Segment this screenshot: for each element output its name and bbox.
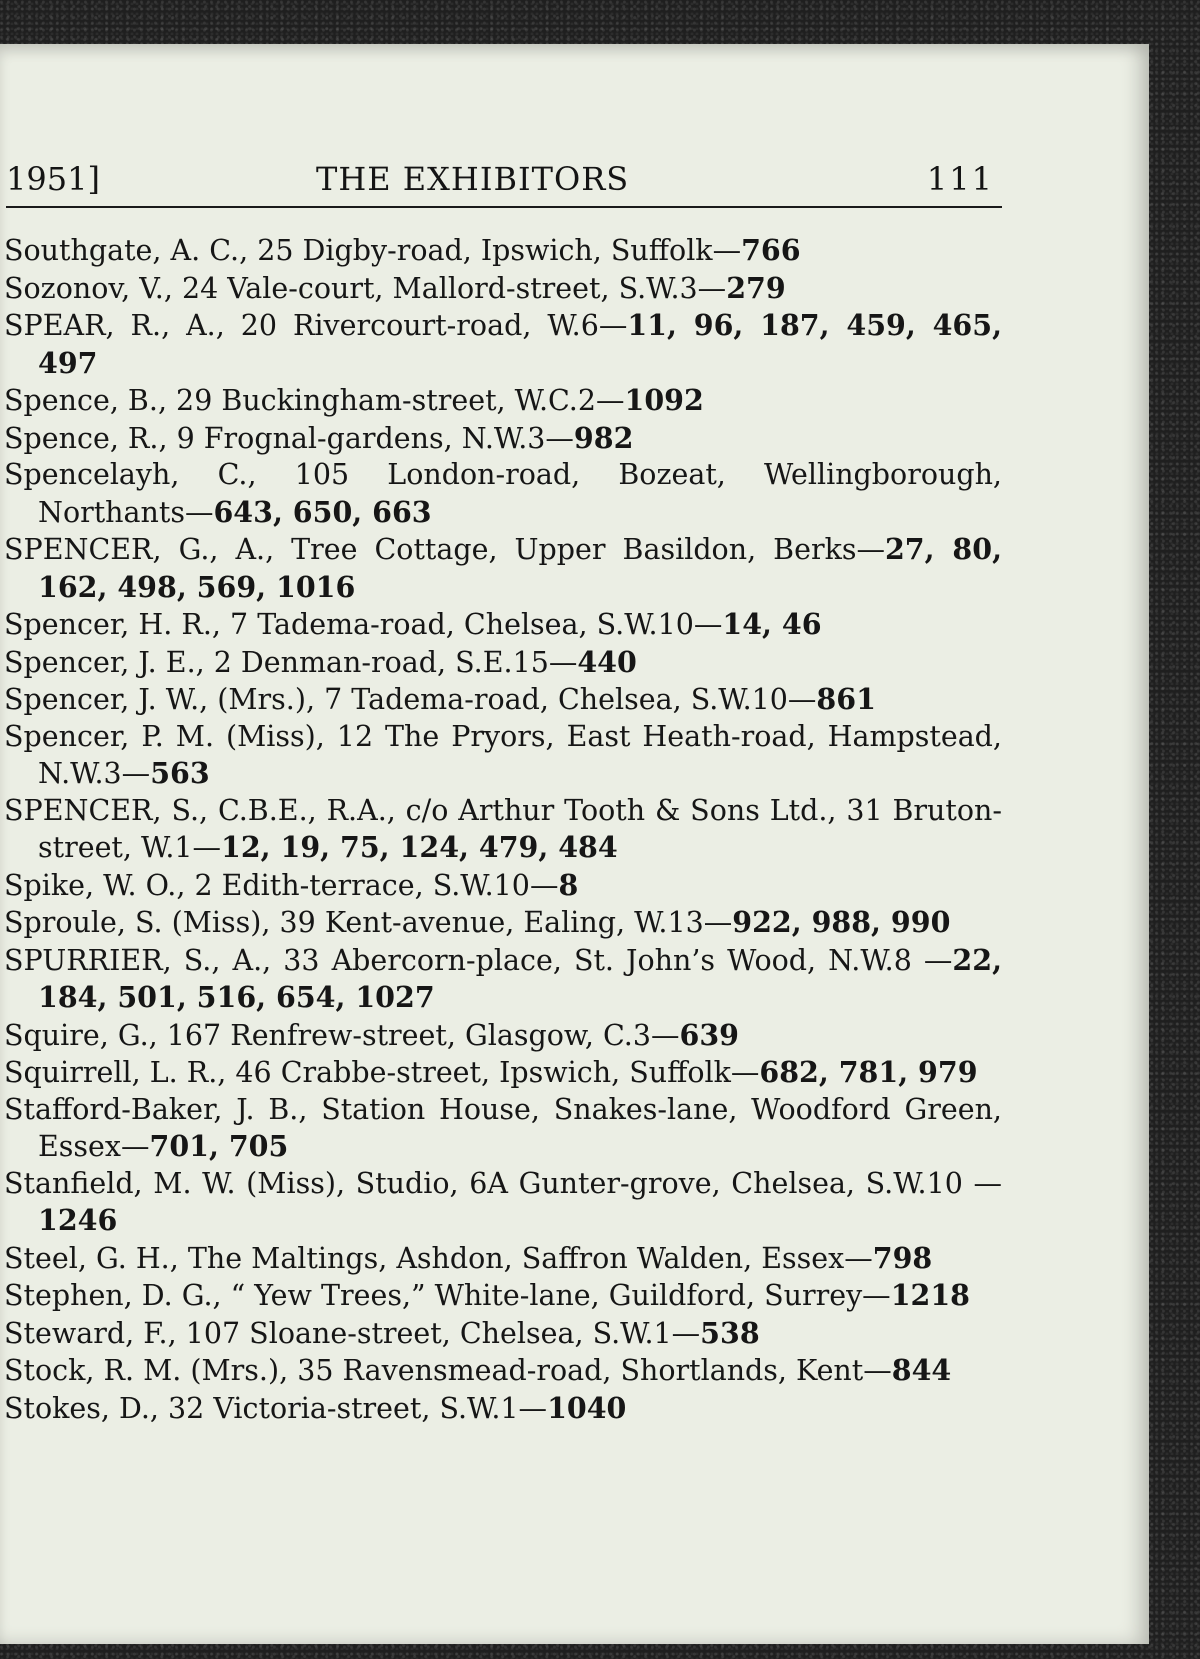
entry-catalogue-numbers: 682, 781, 979 [759,1055,978,1089]
entry-text: Spence, B., 29 Buckingham-street, W.C.2— [4,384,625,417]
entry-catalogue-numbers: 440 [577,644,637,679]
exhibitor-entry [4,420,1002,458]
entry-text: Spike, W. O., 2 Edith-terrace, S.W.10— [4,868,559,902]
exhibitor-entry [4,1054,1002,1092]
entry-text: Stock, R. M. (Mrs.), 35 Ravensmead-road, Shortlands, Kent— [4,1354,892,1387]
exhibitor-entry [4,457,1002,531]
entry-text: SPENCER, S., C.B.E., R.A., c/o Arthur Tooth & Sons Ltd., 31 Bruton-street, W.1— [4,793,1002,864]
entry-catalogue-numbers: 643, 650, 663 [213,494,432,529]
entry-catalogue-numbers: 922, 988, 990 [732,905,951,939]
entry-text: Southgate, A. C., 25 Digby-road, Ipswich, Suffolk— [4,234,742,267]
exhibitor-entry [4,270,1002,308]
entry-catalogue-numbers: 1092 [624,383,704,417]
entry-catalogue-numbers: 538 [700,1315,760,1350]
entry-text: SPURRIER, S., A., 33 Abercorn-place, St. John’s Wood, N.W.8 — [4,943,953,977]
header-title: THE EXHIBITORS [316,160,630,198]
entry-text: Squirrell, L. R., 46 Crabbe-street, Ipswich, Suffolk— [4,1056,760,1089]
exhibitor-entry [4,644,1002,682]
exhibitor-entry [4,942,1002,1017]
exhibitor-entry [4,382,1002,420]
entry-text: Steel, G. H., The Maltings, Ashdon, Saffron Walden, Essex— [4,1241,873,1275]
entry-catalogue-numbers: 844 [891,1353,952,1387]
entry-text: Steward, F., 107 Sloane-street, Chelsea, S.W.1— [4,1316,701,1350]
exhibitor-entry [4,1240,1002,1278]
exhibitor-entry [4,719,1002,793]
entry-catalogue-numbers: 798 [872,1240,933,1275]
entry-catalogue-numbers: 22, 184, 501, 516, 654, 1027 [38,942,1002,1014]
entry-catalogue-numbers: 1040 [547,1390,627,1425]
entry-text: Spencer, J. W., (Mrs.), 7 Tadema-road, Chelsea, S.W.10— [4,683,817,716]
exhibitor-entry [4,1166,1002,1240]
exhibitor-entry [4,681,1002,719]
entry-catalogue-numbers: 12, 19, 75, 124, 479, 484 [221,830,618,864]
entry-text: Sproule, S. (Miss), 39 Kent-avenue, Ealing, W.13— [4,906,733,939]
exhibitor-entry [4,1277,1002,1315]
exhibitor-entry [4,867,1002,905]
entry-catalogue-numbers: 982 [573,420,634,455]
entry-catalogue-numbers: 639 [679,1017,739,1052]
page-header [6,152,1002,208]
entry-catalogue-numbers: 14, 46 [722,607,822,641]
exhibitor-entry [4,531,1002,606]
entry-catalogue-numbers: 861 [816,682,876,716]
entry-catalogue-numbers: 701, 705 [149,1129,289,1163]
exhibitor-entry [4,1352,1002,1390]
entry-text: Spencer, P. M. (Miss), 12 The Pryors, East Heath-road, Hampstead, N.W.3— [4,719,1002,790]
entry-catalogue-numbers: 1246 [38,1203,118,1237]
entry-text: SPENCER, G., A., Tree Cottage, Upper Basildon, Berks— [4,533,885,566]
entry-text: Stephen, D. G., “ Yew Trees,” White-lane, Guildford, Surrey— [4,1279,891,1312]
entry-text: Stafford-Baker, J. B., Station House, Snakes-lane, Woodford Green, Essex— [4,1092,1002,1163]
exhibitor-entry [4,606,1002,644]
entry-catalogue-numbers: 11, 96, 187, 459, 465, 497 [38,308,1003,380]
entry-text: Spencer, H. R., 7 Tadema-road, Chelsea, S.W.10— [4,608,723,641]
exhibitor-entry [4,1017,1002,1055]
entry-text: SPEAR, R., A., 20 Rivercourt-road, W.6— [4,309,628,342]
entry-text: Sozonov, V., 24 Vale-court, Mallord-street, S.W.3— [4,271,727,305]
entry-text: Stanfield, M. W. (Miss), Studio, 6A Gunter-grove, Chelsea, S.W.10 — [4,1166,1002,1200]
exhibitor-list [4,232,1002,1427]
entry-catalogue-numbers: 279 [726,270,786,305]
entry-catalogue-numbers: 563 [150,756,210,790]
exhibitor-entry [4,1390,1002,1428]
entry-catalogue-numbers: 27, 80, 162, 498, 569, 1016 [38,532,1002,604]
exhibitor-entry [4,904,1002,942]
exhibitor-entry [4,793,1002,867]
header-page-number: 111 [926,160,994,198]
entry-text: Spencelayh, C., 105 London-road, Bozeat, Wellingborough, Northants— [4,458,1002,529]
entry-text: Spence, R., 9 Frognal-gardens, N.W.3— [4,421,574,455]
exhibitor-entry [4,232,1002,270]
exhibitor-entry [4,307,1002,382]
entry-catalogue-numbers: 1218 [890,1278,971,1312]
exhibitor-entry [4,1315,1002,1353]
header-year: 1951] [6,160,100,198]
entry-catalogue-numbers: 8 [558,867,579,902]
entry-text: Stokes, D., 32 Victoria-street, S.W.1— [4,1391,548,1425]
entry-text: Spencer, J. E., 2 Denman-road, S.E.15— [4,645,578,679]
exhibitor-entry [4,1092,1002,1166]
entry-text: Squire, G., 167 Renfrew-street, Glasgow, C.3— [4,1018,680,1052]
entry-catalogue-numbers: 766 [741,233,801,267]
